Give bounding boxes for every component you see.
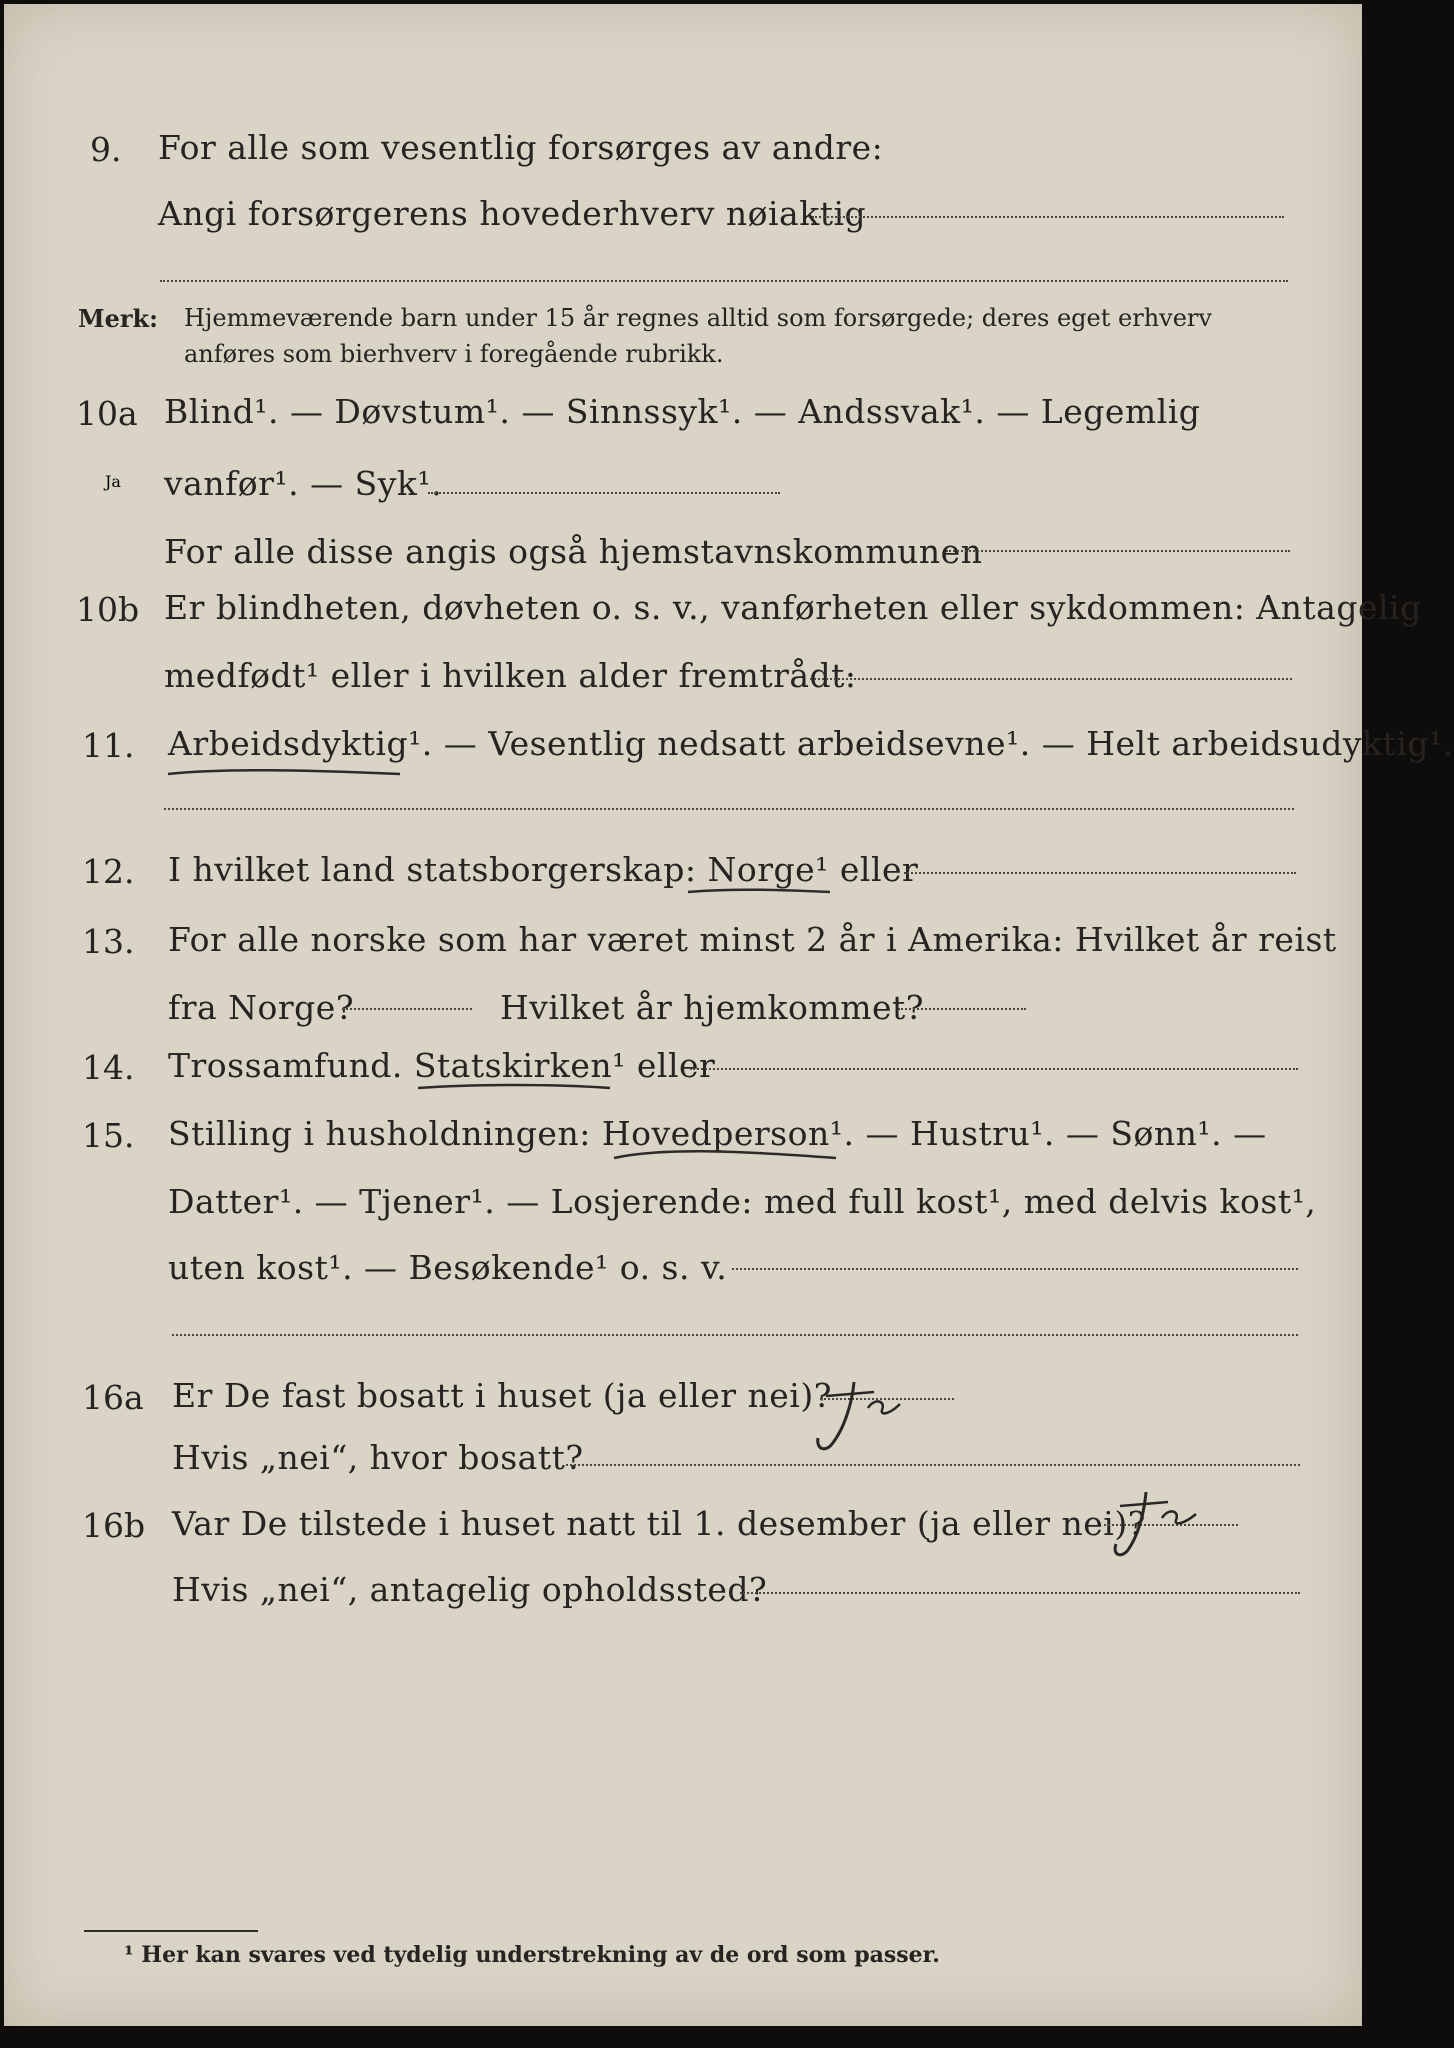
question-10b-text: Er blindheten, døvheten o. s. v., vanførheten eller sykdommen: Antagelig [164,588,1422,627]
question-16a-text: Hvis „nei“, hvor bosatt? [172,1438,584,1477]
footnote-rule [84,1930,258,1932]
answer-line [812,216,1284,218]
question-16a-number: 16a [82,1378,144,1417]
question-12-text: I hvilket land statsborgerskap: Norge¹ eller [168,850,919,889]
handwritten-underline-arbeidsdyktig [164,762,404,782]
question-13-text: fra Norge? [168,988,355,1027]
answer-line [566,1464,1300,1466]
question-11-text: Arbeidsdyktig¹. — Vesentlig nedsatt arbeidsevne¹. — Helt arbeidsudyktig¹. [168,724,1454,763]
svg-text:Ja: Ja [105,472,121,491]
question-15-text: Stilling i husholdningen: Hovedperson¹. — Hustru¹. — Sønn¹. — [168,1114,1267,1153]
note-text: Hjemmeværende barn under 15 år regnes alltid som forsørgede; deres eget erhverv [184,304,1212,332]
question-14-text: Trossamfund. Statskirken¹ eller [168,1046,716,1085]
question-9-number: 9. [90,130,122,169]
handwritten-underline-hovedperson [610,1144,840,1166]
answer-line [946,550,1290,552]
answer-line [904,872,1296,874]
census-form-page [4,4,1454,2026]
question-9-text: For alle som vesentlig forsørges av andre: [158,128,884,167]
question-16b-text: Var De tilstede i huset natt til 1. desember (ja eller nei)? [172,1504,1146,1543]
question-10b-number: 10b [76,590,140,629]
answer-line [428,492,780,494]
question-13-number: 13. [82,922,135,961]
question-16b-number: 16b [82,1506,146,1545]
question-9-occupation-label: Angi forsørgerens hovederhverv nøiaktig [158,194,867,233]
question-10a-text: vanfør¹. — Syk¹. [164,464,443,503]
question-10a-text: For alle disse angis også hjemstavnskommunen [164,532,983,571]
question-10a-number: 10a [76,394,138,433]
answer-line [740,1592,1300,1594]
question-16a-text: Er De fast bosatt i huset (ja eller nei)? [172,1376,832,1415]
question-14-number: 14. [82,1048,135,1087]
answer-line [690,1068,1298,1070]
handwritten-underline-statskirken [414,1078,614,1094]
answer-line [732,1268,1298,1270]
answer-line [342,1008,472,1010]
handwritten-answer-16a [804,1374,924,1458]
question-13-text: Hvilket år hjemkommet? [500,988,924,1027]
answer-line [810,678,1292,680]
question-15-number: 15. [82,1116,135,1155]
question-13-text: For alle norske som har været minst 2 år i Amerika: Hvilket år reist [168,920,1337,959]
handwritten-underline-norge [684,884,834,898]
note-label: Merk: [78,304,158,333]
question-11-number: 11. [82,726,135,765]
question-15-text: uten kost¹. — Besøkende¹ o. s. v. [168,1248,728,1287]
footnote-text: ¹ Her kan svares ved tydelig understrekning av de ord som passer. [124,1942,940,1968]
question-10b-text: medfødt¹ eller i hvilken alder fremtrådt: [164,656,857,695]
answer-line [172,1334,1298,1336]
question-16b-text: Hvis „nei“, antagelig opholdssted? [172,1570,768,1609]
answer-line [164,808,1294,810]
question-10a-text: Blind¹. — Døvstum¹. — Sinnssyk¹. — Andssvak¹. — Legemlig [164,392,1201,431]
answer-line [160,280,1288,282]
answer-line [898,1008,1026,1010]
question-15-text: Datter¹. — Tjener¹. — Losjerende: med full kost¹, med delvis kost¹, [168,1182,1317,1221]
question-12-number: 12. [82,852,135,891]
note-text: anføres som bierhverv i foregående rubrikk. [184,340,724,368]
